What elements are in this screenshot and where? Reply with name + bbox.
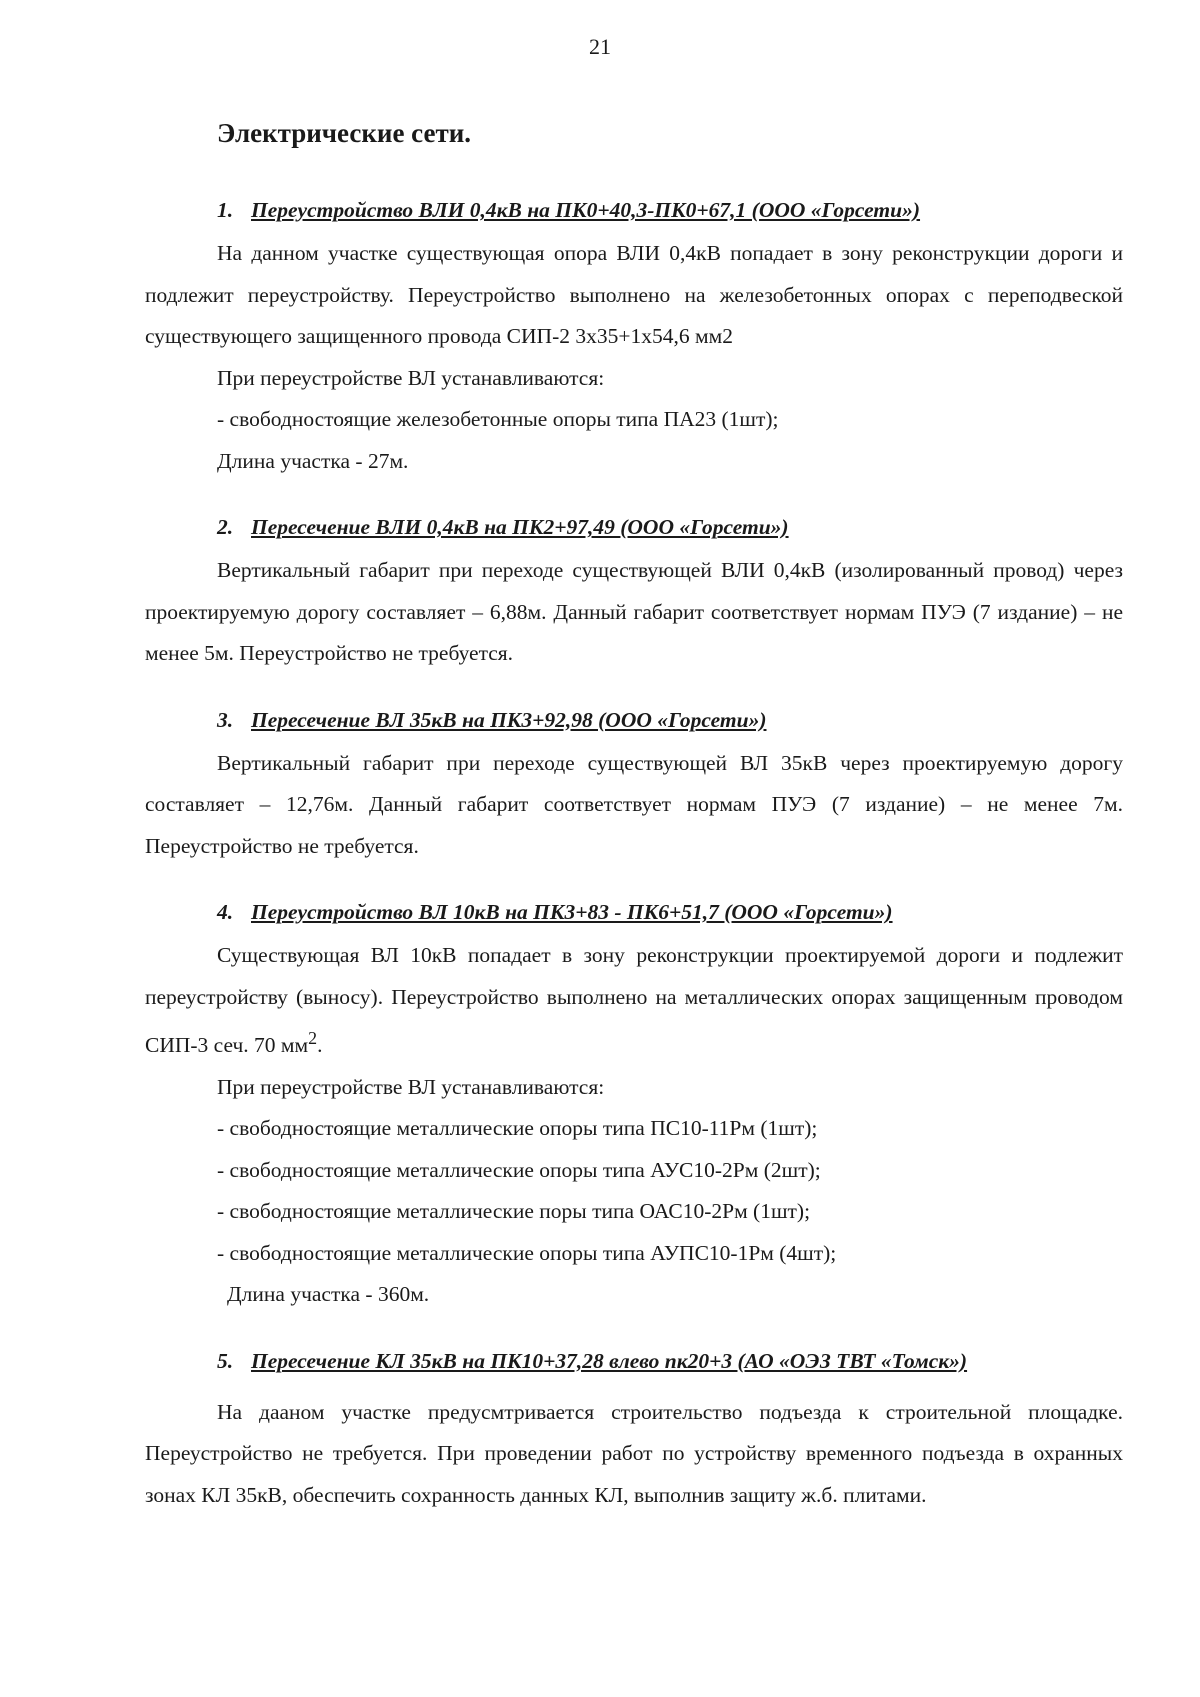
text-line: При переустройстве ВЛ устанавливаются: [217, 1074, 605, 1099]
section-number: 2. [217, 515, 234, 539]
section-heading [217, 892, 1123, 932]
list-item: - свободностоящие металлические опоры типа АУС10-2Рм (2шт); [217, 1157, 821, 1182]
paragraph-text: Существующая ВЛ 10кВ попадает в зону реконструкции проектируемой дороги и подлежит переустройству (выносу). Переустройство выполнено на металлических опорах защищенным проводом СИП-3 сеч. 70 мм [145, 943, 1123, 1058]
section-number: 3. [217, 707, 234, 732]
section-number: 1. [217, 198, 234, 222]
section-heading [217, 700, 1123, 740]
text-line: Длина участка - 360м. [227, 1282, 430, 1307]
section-heading [217, 190, 1123, 230]
list-item: - свободностоящие металлические опоры типа АУПС10-1Рм (4шт); [217, 1240, 837, 1265]
section-heading [217, 1341, 1123, 1381]
document-body [145, 190, 1123, 1541]
section-paragraph [145, 935, 1123, 1067]
section-heading-text: Пересечение КЛ 35кВ на ПК10+37,28 влево пк20+3 (АО «ОЭЗ ТВТ «Томск») [251, 1348, 968, 1373]
section-number: 4. [217, 900, 234, 924]
section-5 [145, 1341, 1123, 1517]
section-1 [145, 190, 1123, 482]
document-title: Электрические сети. [217, 118, 472, 148]
section-paragraph: На данном участке существующая опора ВЛИ 0,4кВ попадает в зону реконструкции дороги и подлежит переустройству. Переустройство выполнено на железобетонных опорах с переподвеской существующего защищенного провода СИП-2 3х35+1х54,6 мм2 [145, 241, 1123, 348]
page-number: 21 [589, 34, 611, 59]
section-heading-text: Переустройство ВЛИ 0,4кВ на ПК0+40,3-ПК0+67,1 (ООО «Горсети») [251, 198, 921, 222]
list-item: - свободностоящие железобетонные опоры типа ПА23 (1шт); [217, 407, 779, 431]
list-item: - свободностоящие металлические поры типа ОАС10-2Рм (1шт); [217, 1199, 811, 1224]
section-paragraph: Вертикальный габарит при переходе существующей ВЛИ 0,4кВ (изолированный провод) через проектируемую дорогу составляет – 6,88м. Данный габарит соответствует нормам ПУЭ (7 издание) – не менее 5м. Переустройство не требуется. [145, 558, 1123, 665]
superscript: 2 [308, 1028, 318, 1048]
section-heading-text: Переустройство ВЛ 10кВ на ПК3+83 - ПК6+51,7 (ООО «Горсети») [251, 900, 893, 924]
paragraph-end: . [317, 1033, 323, 1058]
section-heading-text: Пересечение ВЛ 35кВ на ПК3+92,98 (ООО «Горсети») [251, 707, 767, 732]
section-heading-text: Пересечение ВЛИ 0,4кВ на ПК2+97,49 (ООО «Горсети») [251, 515, 789, 539]
section-3 [145, 700, 1123, 868]
text-line: Длина участка - 27м. [217, 448, 409, 473]
section-paragraph: Вертикальный габарит при переходе существующей ВЛ 35кВ через проектируемую дорогу составляет – 12,76м. Данный габарит соответствует нормам ПУЭ (7 издание) – не менее 7м. Переустройство не требуется. [145, 750, 1123, 858]
section-number: 5. [217, 1348, 234, 1373]
section-2 [145, 507, 1123, 675]
section-heading [217, 507, 1123, 547]
spacer [145, 1384, 1123, 1392]
text-line: При переустройстве ВЛ устанавливаются: [217, 365, 605, 390]
section-4 [145, 892, 1123, 1316]
section-paragraph: На дааном участке предусмтривается строительство подъезда к строительной площадке. Переустройство не требуется. При проведении работ по устройству временного подъезда в охранных зонах КЛ 35кВ, обеспечить сохранность данных КЛ, выполнив защиту ж.б. плитами. [145, 1399, 1123, 1507]
list-item: - свободностоящие металлические опоры типа ПС10-11Рм (1шт); [217, 1116, 818, 1141]
